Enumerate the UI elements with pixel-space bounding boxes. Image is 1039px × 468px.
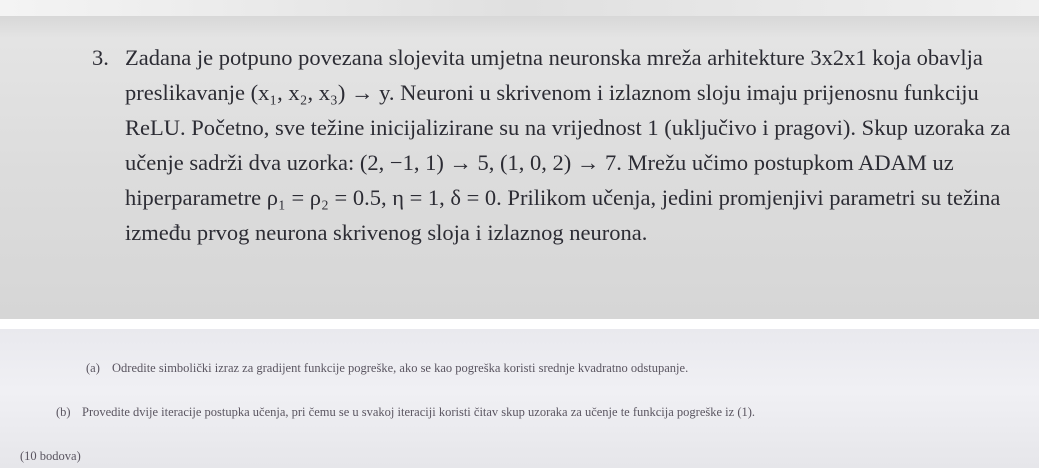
subtask-b-text: Provedite dvije iteracije postupka učenja, pri čemu se u svakoj iteraciji koristi čitav skup uzoraka za učenje te funkcija pogreške iz (1). — [82, 405, 756, 419]
subtask-b-label: (b) — [56, 405, 71, 419]
page-edge — [0, 0, 1039, 16]
subtask-a — [86, 361, 966, 375]
problem-number: 3. — [92, 45, 109, 70]
problem-statement — [92, 40, 1022, 250]
subtask-a-text: Odredite simbolički izraz za gradijent funkcije pogreške, ako se kao pogreška koristi srednje kvadratno odstupanje. — [112, 361, 689, 375]
subtask-b — [56, 405, 976, 419]
points-label: (10 bodova) — [20, 449, 81, 463]
subtask-a-label: (a) — [86, 361, 100, 375]
photo-separator — [0, 319, 1039, 329]
subtasks-photo — [0, 329, 1039, 468]
problem-text: Zadana je potpuno povezana slojevita umjetna neuronska mreža arhitekture 3x2x1 koja obavlja preslikavanje (x₁, x₂, x₃) → y. Neuroni u skrivenom i izlaznom sloju imaju prijenosnu funkciju ReLU. Početno, sve težine inicijalizirane su na vrijednost 1 (uključivo i pragovi). Skup uzoraka za učenje sadrži dva uzorka: (2, −1, 1) → 5, (1, 0, 2) → 7. Mrežu učimo postupkom ADAM uz hiperparametre ρ₁ = ρ₂ = 0.5, η = 1, δ = 0. Prilikom učenja, jedini promjenjivi parametri su težina između prvog neurona skrivenog sloja i izlaznog neurona. — [125, 45, 1011, 245]
